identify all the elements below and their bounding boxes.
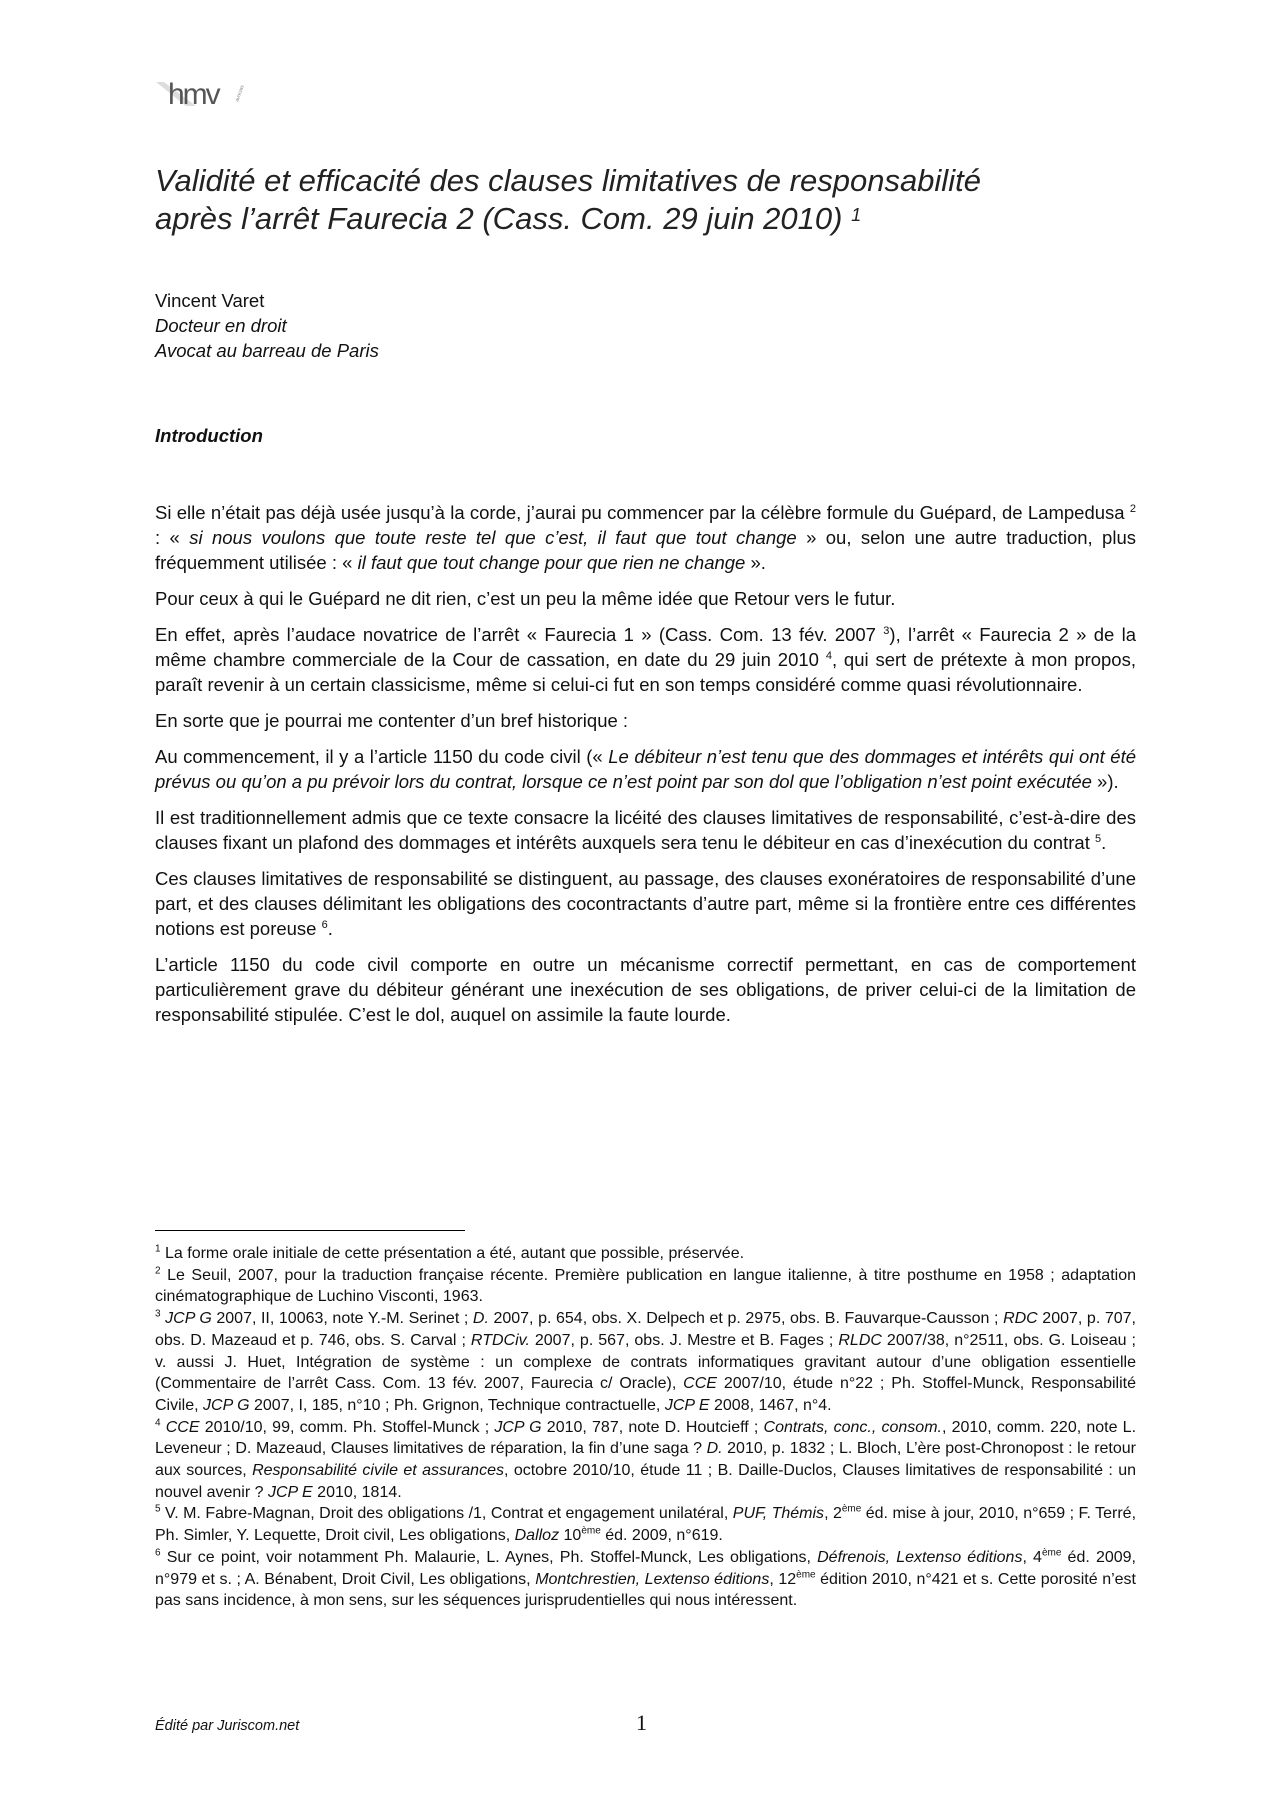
italic-text: Responsabilité civile et assurances <box>252 1462 504 1480</box>
text: En sorte que je pourrai me contenter d’un bref historique : <box>155 710 629 731</box>
text: 2007, p. 654, obs. X. Delpech et p. 2975, obs. B. Fauvarque-Causson ; <box>488 1310 1004 1328</box>
text: ». <box>745 552 766 573</box>
paragraph <box>155 708 1136 733</box>
text: 2007/10, étude n°22 ; Ph. Stoffel-Munck, Responsabilité Civile, <box>155 1375 1136 1414</box>
italic-text: JCP G <box>165 1310 212 1328</box>
italic-text: Défrenois, Lextenso éditions <box>817 1548 1023 1566</box>
text: En effet, après l’audace novatrice de l’arrêt « Faurecia 1 » (Cass. Com. 13 fév. 2007 <box>155 624 884 645</box>
text: La forme orale initiale de cette présentation a été, autant que possible, préservée. <box>160 1245 745 1262</box>
footnote-ref: 5 <box>155 1504 161 1516</box>
italic-text: RDC <box>1003 1310 1038 1328</box>
text: Le Seuil, 2007, pour la traduction française récente. Première publication en langue italienne, à titre posthume en 1958 ; adaptation cinématographique de Luchino Visconti, 1963. <box>155 1266 1136 1306</box>
text: 2007, II, 10063, note Y.-M. Serinet ; <box>211 1310 473 1328</box>
footnote-ref: 2 <box>155 1265 161 1277</box>
text: 2007, I, 185, n°10 ; Ph. Grignon, Technique contractuelle, <box>249 1396 665 1414</box>
footnotes <box>155 1243 1136 1612</box>
text: 2010, 787, note D. Houtcieff ; <box>541 1418 764 1436</box>
text: Ces clauses limitatives de responsabilité se distinguent, au passage, des clauses exonératoires de responsabilité d’une part, et des clauses délimitant les obligations des cocontractants d’autre part, même si la frontière entre ces différentes notions est poreuse <box>155 868 1136 939</box>
paragraph <box>155 805 1136 855</box>
author-block <box>155 288 379 363</box>
paragraph <box>155 586 1136 611</box>
footnote-ref: 3 <box>155 1308 161 1320</box>
text: ), l’arrêt « Faurecia 2 » de la même chambre commerciale de la Cour de cassation, en date du 29 juin 2010 <box>155 624 1137 670</box>
italic-text: RLDC <box>838 1331 882 1349</box>
title-line-2: après l’arrêt Faurecia 2 (Cass. Com. 29 juin 2010) <box>155 201 843 236</box>
italic-text: PUF, Thémis <box>732 1505 825 1523</box>
footnote-ref: 1 <box>155 1243 161 1255</box>
text: : « <box>155 527 190 548</box>
footnote <box>155 1547 1136 1612</box>
paragraph <box>155 744 1136 794</box>
footnote-ref[interactable]: 3 <box>883 624 890 637</box>
text: . <box>327 918 333 939</box>
text: Sur ce point, voir notamment Ph. Malaurie, L. Aynes, Ph. Stoffel-Munck, Les obligations, <box>160 1548 818 1566</box>
text: Au commencement, il y a l’article 1150 du code civil (« <box>155 746 609 767</box>
text: V. M. Fabre-Magnan, Droit des obligations /1, Contrat et engagement unilatéral, <box>160 1505 733 1523</box>
italic-text: JCP E <box>664 1396 710 1414</box>
author-position: Avocat au barreau de Paris <box>155 340 379 361</box>
svg-text:avocats: avocats <box>234 84 246 103</box>
text: 10 <box>559 1527 582 1545</box>
italic-text: Le débiteur n’est tenu que des dommages et intérêts qui ont été prévus ou qu’on a pu prévoir lors du contrat, lorsque ce n’est point par son dol que l’obligation n’est point exécutée <box>155 746 1137 792</box>
footnote-ref[interactable]: 2 <box>1129 502 1136 515</box>
footnote-ref[interactable]: 6 <box>321 918 328 931</box>
footnote-ref: 6 <box>155 1547 161 1559</box>
author-degree: Docteur en droit <box>155 315 287 336</box>
italic-text: si nous voulons que toute reste tel que c’est, il faut que tout change <box>189 527 797 548</box>
italic-text: RTDCiv. <box>470 1331 530 1349</box>
italic-text: D. <box>472 1310 489 1328</box>
text: , 12 <box>769 1570 797 1588</box>
paragraph <box>155 866 1136 941</box>
italic-text: il faut que tout change pour que rien ne change <box>357 552 746 573</box>
footnote-separator <box>155 1230 465 1231</box>
text: édition 2010, n°421 et s. Cette porosité n’est pas sans incidence, à mon sens, sur les séquences jurisprudentielles qui nous intéressent. <box>155 1570 1136 1610</box>
footnote-ref[interactable]: 4 <box>825 649 832 662</box>
text: »). <box>1091 771 1119 792</box>
footnote-ref: ème <box>796 1569 816 1581</box>
body-text <box>155 500 1136 1038</box>
footnote-ref: ème <box>841 1504 862 1516</box>
italic-text: CCE <box>165 1418 200 1436</box>
text: 2007/38, n°2511, obs. G. Loiseau ; v. aussi J. Huet, Intégration de système : un complexe de contrats informatiques gravitant autour d’une obligation essentielle (Commentaire de l’arrêt Cass. Com. 13 fév. 2007, Faurecia c/ Oracle), <box>155 1331 1136 1393</box>
italic-text: JCP G <box>203 1396 250 1414</box>
footnote <box>155 1503 1136 1546</box>
footnote <box>155 1243 1136 1265</box>
footnote <box>155 1308 1136 1417</box>
text: 2008, 1467, n°4. <box>709 1396 832 1414</box>
svg-text:hmv: hmv <box>168 78 219 111</box>
italic-text: D. <box>706 1440 723 1458</box>
title-line-1: Validité et efficacité des clauses limitatives de responsabilité <box>155 163 981 198</box>
footer-publisher: Édité par Juriscom.net <box>155 1718 300 1734</box>
text: 2007, p. 707, obs. D. Mazeaud et p. 746, obs. S. Carval ; <box>155 1310 1136 1349</box>
section-heading: Introduction <box>155 425 263 446</box>
text: , qui sert de prétexte à mon propos, paraît revenir à un certain classicisme, même si celui-ci fut en son temps considéré comme quasi révolutionnaire. <box>155 649 1136 695</box>
text: L’article 1150 du code civil comporte en outre un mécanisme correctif permettant, en cas de comportement particulièrement grave du débiteur générant une inexécution de ses obligations, de priver celui-ci de la limitation de responsabilité stipulée. C’est le dol, auquel on assimile la faute lourde. <box>155 954 1136 1025</box>
text: Si elle n’était pas déjà usée jusqu’à la corde, j’aurai pu commencer par la célèbre formule du Guépard, de Lampedusa <box>155 502 1130 523</box>
text: 2010, 1814. <box>312 1483 402 1501</box>
footnote <box>155 1265 1136 1308</box>
text: , 4 <box>1022 1548 1042 1566</box>
footnote-ref: ème <box>1041 1547 1062 1559</box>
italic-text: Contrats, conc., consom. <box>763 1418 942 1436</box>
text: 2007, p. 567, obs. J. Mestre et B. Fages ; <box>529 1331 839 1349</box>
title-footnote-ref[interactable]: 1 <box>851 205 862 225</box>
document-title <box>155 162 1155 238</box>
text: éd. 2009, n°979 et s. ; A. Bénabent, Droit Civil, Les obligations, <box>155 1548 1136 1588</box>
footnote-ref[interactable]: 5 <box>1094 832 1102 845</box>
text: Il est traditionnellement admis que ce texte consacre la licéité des clauses limitatives de responsabilité, c’est-à-dire des clauses fixant un plafond des dommages et intérêts auxquels sera tenu le débiteur en cas d’inexécution du contrat <box>155 807 1136 853</box>
text: . <box>1101 832 1107 853</box>
text: Pour ceux à qui le Guépard ne dit rien, c’est un peu la même idée que Retour vers le futur. <box>155 588 896 609</box>
text: » ou, selon une autre traduction, plus fréquemment utilisée : « <box>155 527 1136 573</box>
text: , octobre 2010/10, étude 11 ; B. Daille-Duclos, Clauses limitatives de responsabilité : un nouvel avenir ? <box>155 1462 1137 1501</box>
italic-text: JCP E <box>267 1483 313 1501</box>
page-number: 1 <box>636 1710 647 1735</box>
footnote-ref: ème <box>581 1525 601 1537</box>
text: éd. 2009, n°619. <box>600 1527 723 1545</box>
text: éd. mise à jour, 2010, n°659 ; F. Terré, Ph. Simler, Y. Lequette, Droit civil, Les obligations, <box>155 1505 1137 1545</box>
text: 2010/10, 99, comm. Ph. Stoffel-Munck ; <box>199 1418 495 1436</box>
author-name: Vincent Varet <box>155 290 265 311</box>
paragraph <box>155 500 1136 575</box>
italic-text: Montchrestien, Lextenso éditions <box>535 1570 770 1588</box>
hmv-logo <box>156 72 276 112</box>
footnote <box>155 1417 1136 1504</box>
paragraph <box>155 952 1136 1027</box>
footnote-ref: 4 <box>155 1417 161 1429</box>
italic-text: JCP G <box>494 1418 542 1436</box>
italic-text: Dalloz <box>514 1527 560 1545</box>
paragraph <box>155 622 1136 697</box>
text: , 2010, comm. 220, note L. Leveneur ; D. Mazeaud, Clauses limitatives de réparation, la fin d’une saga ? <box>155 1418 1137 1458</box>
italic-text: CCE <box>683 1375 717 1393</box>
text: 2010, p. 1832 ; L. Bloch, L’ère post-Chronopost : le retour aux sources, <box>155 1440 1137 1480</box>
text: , 2 <box>824 1505 842 1523</box>
